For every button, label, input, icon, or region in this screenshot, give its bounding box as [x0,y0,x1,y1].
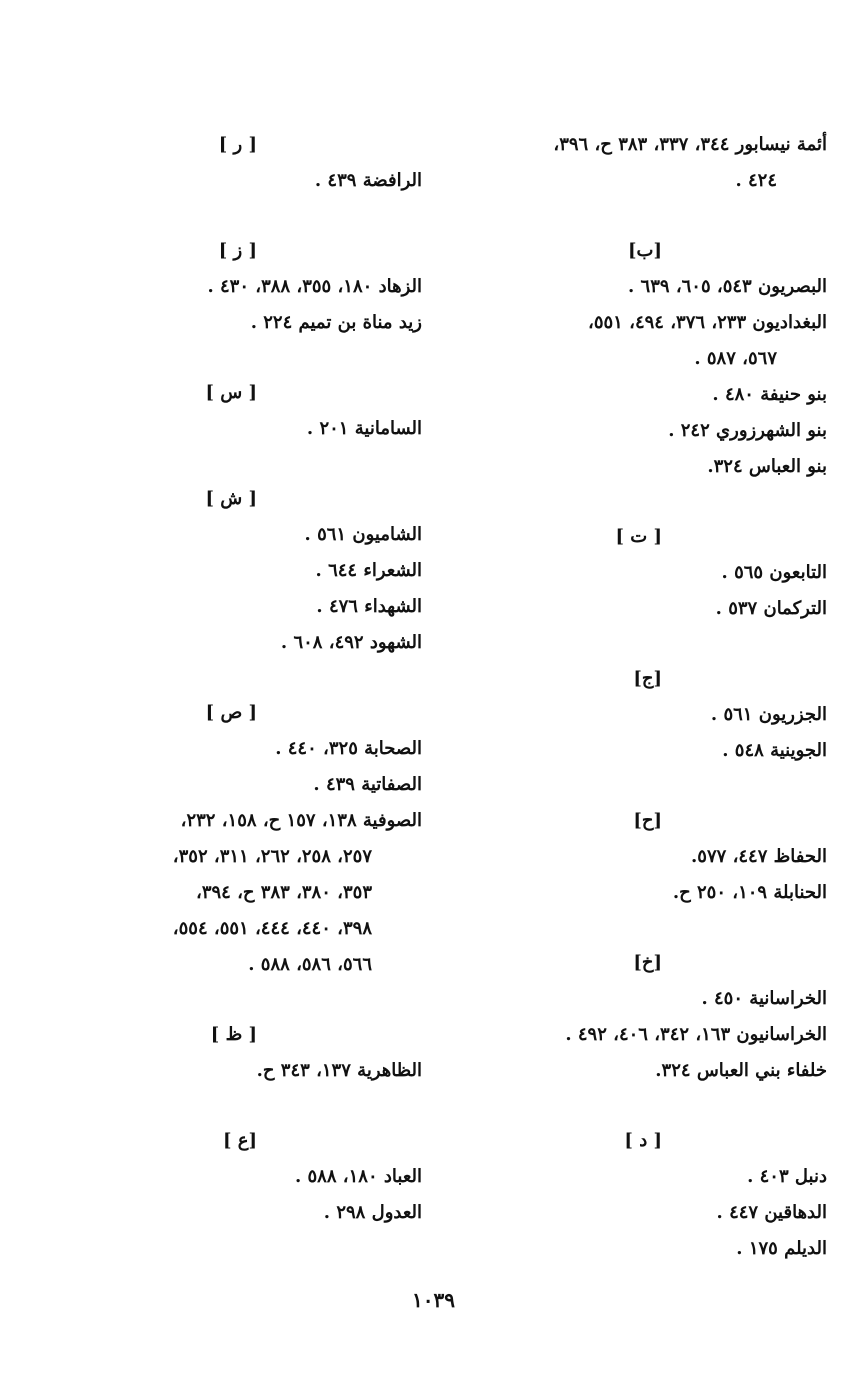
section-letter-header: [ س ] [205,382,257,403]
section-letter-header: [ ص ] [205,702,257,723]
index-entry-line: الحفاظ ٤٤٧، ٥٧٧. [691,846,827,867]
index-entry [427,697,827,733]
index-section [32,1123,422,1231]
index-entry-line: الجزريون ٥٦١ . [710,704,827,725]
index-entry-line: العباد ١٨٠، ٥٨٨ . [294,1166,422,1187]
index-entry [32,517,422,553]
left-column [32,127,422,1231]
index-entry-continuation: ٢٥٧، ٢٥٨، ٢٦٢، ٣١١، ٣٥٢، [172,846,372,867]
index-entry-continuation: ٣٥٣، ٣٨٠، ٣٨٣ ح، ٣٩٤، [196,882,372,903]
index-entry [427,981,827,1017]
index-section [32,481,422,661]
index-entry [32,803,422,983]
section-letter-header: [ع ] [222,1130,257,1151]
index-entry [427,1195,827,1231]
section-letter-header: [ ت ] [615,526,662,547]
index-entry-line: بنو الشهرزوري ٢٤٢ . [668,420,827,441]
index-entry-line: الشهود ٤٩٢، ٦٠٨ . [280,632,422,653]
index-entry-line: الخراسانيون ١٦٣، ٣٤٢، ٤٠٦، ٤٩٢ . [565,1024,827,1045]
index-entry-line: البصريون ٥٤٣، ٦٠٥، ٦٣٩ . [627,276,827,297]
section-letter-header: [ح] [633,810,662,831]
index-entry [32,553,422,589]
index-section [427,803,827,911]
index-section [427,945,827,1089]
index-entry [427,1053,827,1089]
index-entry [32,1159,422,1195]
index-entry-line: بنو العباس ٣٢٤. [707,456,827,477]
index-entry-line: السامانية ٢٠١ . [306,418,422,439]
section-letter-header: [ د ] [624,1130,662,1151]
index-entry [427,555,827,591]
index-entry-line: زيد مناة بن تميم ٢٢٤ . [250,312,422,333]
page-number: ١٠٣٩ [412,1288,455,1312]
index-entry [427,413,827,449]
index-entry-line: البغداديون ٢٣٣، ٣٧٦، ٤٩٤، ٥٥١، [588,312,827,333]
section-letter-header: [ ش ] [205,488,257,509]
index-entry-continuation: ٥٦٧، ٥٨٧ . [694,348,777,369]
index-entry-line: التابعون ٥٦٥ . [721,562,827,583]
index-entry [427,269,827,305]
index-section [32,1017,422,1089]
index-entry [427,449,827,485]
index-entry [32,1195,422,1231]
index-entry [32,731,422,767]
index-entry [427,875,827,911]
index-section [32,127,422,199]
index-entry [32,767,422,803]
index-section [32,233,422,341]
index-entry-line: الصوفية ١٣٨، ١٥٧ ح، ١٥٨، ٢٣٢، [180,810,422,831]
index-entry [427,733,827,769]
index-entry-line: الديلم ١٧٥ . [736,1238,827,1259]
index-entry [32,305,422,341]
index-entry [32,163,422,199]
index-entry [427,1231,827,1267]
index-entry-line: الرافضة ٤٣٩ . [314,170,422,191]
index-entry-line: دنبل ٤٠٣ . [747,1166,827,1187]
index-entry-line: الدهاقين ٤٤٧ . [716,1202,827,1223]
index-entry [427,305,827,377]
index-entry [427,591,827,627]
index-entry-line: التركمان ٥٣٧ . [715,598,827,619]
index-entry-line: الصفاتية ٤٣٩ . [313,774,422,795]
section-letter-header: [ب] [628,240,662,261]
index-entry [427,1159,827,1195]
index-entry [32,1053,422,1089]
index-entry-line: الظاهرية ١٣٧، ٣٤٣ ح. [256,1060,422,1081]
index-section [427,127,827,199]
index-entry-line: الشهداء ٤٧٦ . [316,596,422,617]
index-entry-line: الحنابلة ١٠٩، ٢٥٠ ح. [672,882,827,903]
index-entry-line: الخراسانية ٤٥٠ . [701,988,827,1009]
index-section [427,1123,827,1267]
index-section [427,661,827,769]
index-entry [427,127,827,199]
index-entry [427,839,827,875]
index-entry-continuation: ٣٩٨، ٤٤٠، ٤٤٤، ٥٥١، ٥٥٤، [172,918,372,939]
index-entry-line: بنو حنيفة ٤٨٠ . [712,384,827,405]
index-entry [427,1017,827,1053]
index-section [32,695,422,983]
section-letter-header: [ ر ] [218,134,257,155]
section-letter-header: [ ظ ] [210,1024,257,1045]
index-entry-line: الشعراء ٦٤٤ . [315,560,422,581]
index-entry-line: الصحابة ٣٢٥، ٤٤٠ . [275,738,422,759]
index-entry-line: خلفاء بني العباس ٣٢٤. [655,1060,827,1081]
index-entry-line: الجوينية ٥٤٨ . [722,740,827,761]
index-section [427,233,827,485]
index-entry-continuation: ٤٢٤ . [735,170,777,191]
index-section [427,519,827,627]
index-entry [32,411,422,447]
index-entry [32,269,422,305]
index-entry-continuation: ٥٦٦، ٥٨٦، ٥٨٨ . [248,954,372,975]
index-entry [427,377,827,413]
section-letter-header: [ ز ] [218,240,257,261]
index-section [32,375,422,447]
section-letter-header: [ج] [633,668,662,689]
section-letter-header: [خ] [633,952,662,973]
index-entry-line: الشاميون ٥٦١ . [304,524,422,545]
index-entry-line: أئمة نيسابور ٣٤٤، ٣٣٧، ٣٨٣ ح، ٣٩٦، [553,134,827,155]
index-entry-line: الزهاد ١٨٠، ٣٥٥، ٣٨٨، ٤٣٠ . [207,276,422,297]
index-entry-line: العدول ٢٩٨ . [323,1202,422,1223]
index-entry [32,589,422,625]
index-entry [32,625,422,661]
right-column [427,127,827,1267]
